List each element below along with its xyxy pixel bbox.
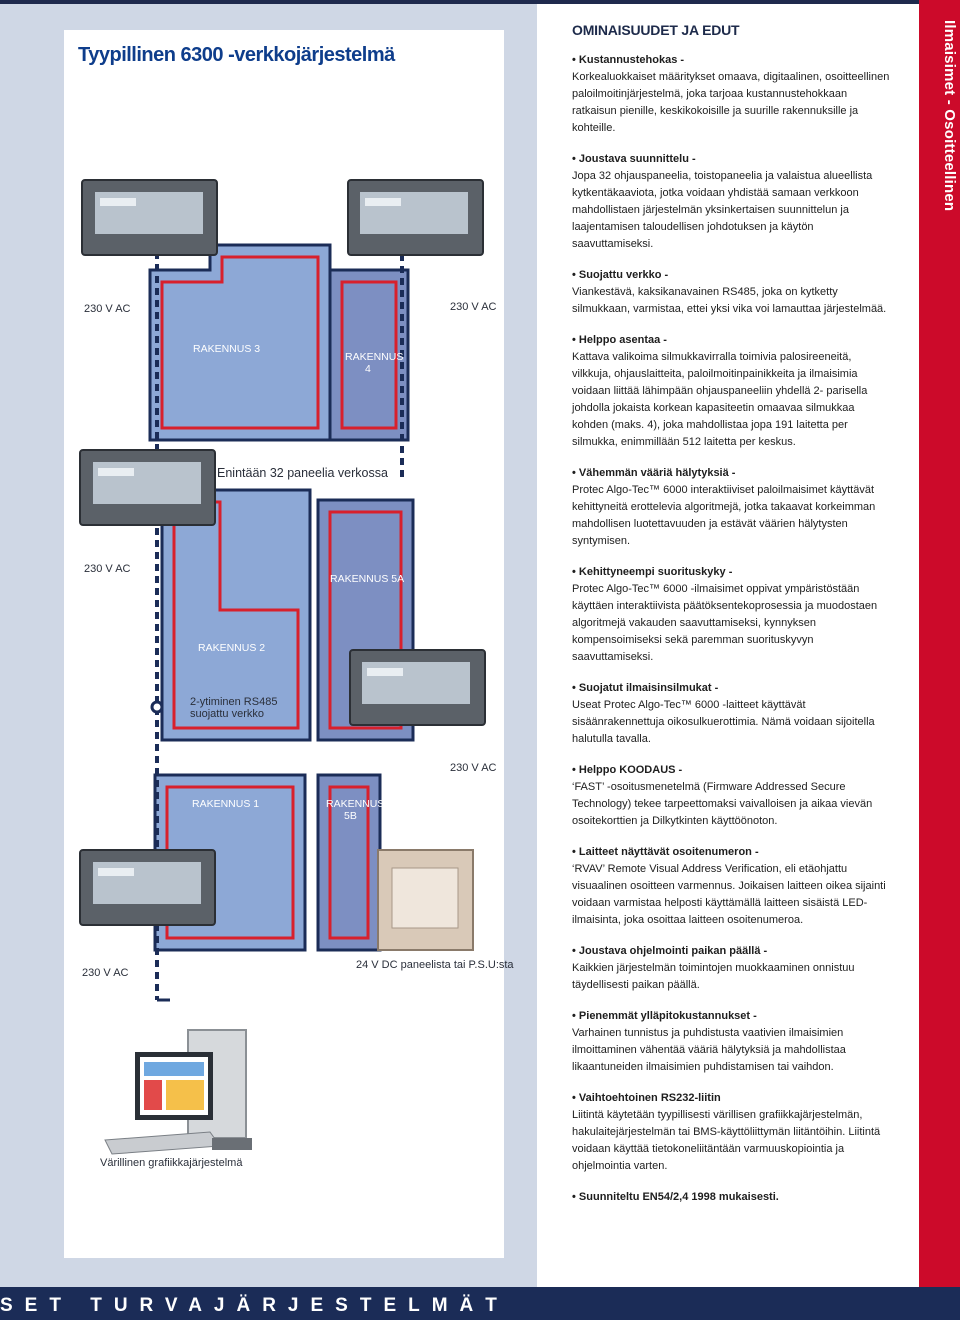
feature-body: Useat Protec Algo-Tec™ 6000 -laitteet käyttävät sisäänrakennettuja oikosulkuerottimia. Nämä voidaan sijoitella halutulla tavalla. [572, 699, 875, 745]
feature-title: • Suojattu verkko - [572, 267, 892, 284]
feature-title: • Vähemmän vääriä hälytyksiä - [572, 465, 892, 482]
feature-body: Jopa 32 ohjauspaneelia, toistopaneelia ja valaistua alueellista kytkentäkaaviota, jotka voidaan yhdistää samaan verkkoon mahdollistaen järjestelmän yksinkertaisen suunnittelun ja laajentamisen taloudellisen johdotuksen ja käytön saavuttamiseksi. [572, 170, 873, 250]
label-building-5b-line2: 5B [344, 810, 357, 822]
feature-item [572, 267, 892, 318]
power-label-2: 230 V AC [450, 301, 497, 313]
power-supply-unit [378, 850, 473, 950]
label-building-2: RAKENNUS 2 [198, 642, 266, 654]
feature-title: • Joustava ohjelmointi paikan päällä - [572, 943, 892, 960]
feature-title: • Vaihtoehtoinen RS232-liitin [572, 1090, 892, 1107]
feature-item [572, 151, 892, 253]
label-building-3: RAKENNUS 3 [193, 343, 261, 355]
feature-item [572, 332, 892, 451]
feature-title: • Pienemmät ylläpitokustannukset - [572, 1008, 892, 1025]
feature-body: ‘FAST’ -osoitusmenetelmä (Firmware Addressed Secure Technology) tekee tarpeettomaksi vaivalloisen ja aikaa vievän osoitekorttien ja Dilkytkinten käyttöönoton. [572, 781, 873, 827]
feature-title: • Helppo KOODAUS - [572, 762, 892, 779]
feature-item [572, 465, 892, 550]
feature-item [572, 1189, 892, 1206]
power-label-5: 230 V AC [82, 967, 129, 979]
footer-text: SET TURVAJÄRJESTELMÄT [0, 1295, 509, 1316]
feature-item [572, 943, 892, 994]
feature-body: Kattava valikoima silmukkavirralla toimivia palosireeneitä, vilkkuja, ohjauslaitteita, paloilmoitinpainikkeita ja ilmaisimia voidaan liittää lähimpään ohjauspaneeliin yhdellä 2- parisella johdolla jokaista korkean kapasiteetin omaavaa silmukkaa kohden (maks. 4), joka mahdollistaa jopa 191 laitetta per silmukka, enimmillään 512 laitetta per keskus. [572, 351, 868, 448]
page-title: Tyypillinen 6300 -verkkojärjestelmä [78, 44, 395, 66]
control-panel-5 [80, 850, 215, 925]
network-node [152, 702, 162, 712]
graphics-system-label: Värillinen grafiikkajärjestelmä [100, 1157, 243, 1169]
control-panel-3 [80, 450, 215, 525]
feature-item [572, 1090, 892, 1175]
feature-body: Korkealuokkaiset määritykset omaava, digitaalinen, osoitteellinen paloilmoitinjärjestelmä, joka tarjoaa kustannustehokkaan ratkaisun pienille, keskikokoisille ja suurille rakennuksille ja kohteille. [572, 71, 890, 134]
label-building-1: RAKENNUS 1 [192, 798, 260, 810]
dc-power-label: 24 V DC paneelista tai P.S.U:sta [356, 959, 514, 971]
network-label-line1: 2-ytiminen RS485 [190, 696, 278, 708]
feature-item [572, 564, 892, 666]
power-label-1: 230 V AC [84, 303, 131, 315]
side-label: Ilmaisimet - Osoitteellinen [941, 20, 958, 212]
control-panel-4 [350, 650, 485, 725]
network-label-line2: suojattu verkko [190, 708, 264, 720]
feature-title: • Laitteet näyttävät osoitenumeron - [572, 844, 892, 861]
control-panel-1 [82, 180, 217, 255]
feature-body: Protec Algo-Tec™ 6000 interaktiiviset paloilmaisimet käyttävät kehittyneitä erottelevia algoritmejä, jotka takaavat korkeimman mahdollisen luotettavuuden ja estävät väärien hälytysten syntymisen. [572, 484, 876, 547]
feature-body: Viankestävä, kaksikanavainen RS485, joka on kytketty silmukkaan, varmistaa, ettei yksi vika voi lamauttaa järjestelmää. [572, 286, 887, 315]
feature-body: ‘RVAV’ Remote Visual Address Verification, eli etäohjattu visuaalinen osoitteen varmennus. Joikaisen laitteen oikea sijainti voidaan varmistaa helposti käyttämällä laitteen sisäistä LED-ilmaisinta, joka osoittaa laitteen osoitenumeroa. [572, 863, 886, 926]
label-building-5b-line1: RAKENNUS [326, 798, 385, 810]
feature-title: • Kustannustehokas - [572, 52, 892, 69]
graphics-computer [105, 1030, 252, 1154]
feature-body: Kaikkien järjestelmän toimintojen muokkaaminen onnistuu täydellisesti paikan päällä. [572, 962, 855, 991]
label-building-4-line2: 4 [365, 363, 371, 375]
power-label-3: 230 V AC [84, 563, 131, 575]
feature-title: • Suojatut ilmaisinsilmukat - [572, 680, 892, 697]
features-column [572, 22, 892, 1220]
feature-title: • Suunniteltu EN54/2,4 1998 mukaisesti. [572, 1189, 892, 1206]
features-heading: OMINAISUUDET JA EDUT [572, 22, 740, 38]
feature-body: Liitintä käytetään tyypillisesti värillisen grafiikkajärjestelmän, hakulaitejärjestelmän tai BMS-käyttöliittymän liitäntöihin. Liitintä voidaan käyttää tietokoneliitäntään varmuuskopiointia ja ohjelmointia varten. [572, 1109, 881, 1172]
max-panels-label: Enintään 32 paneelia verkossa [217, 466, 388, 480]
feature-title: • Helppo asentaa - [572, 332, 892, 349]
feature-item [572, 844, 892, 929]
label-building-5a: RAKENNUS 5A [330, 573, 405, 585]
feature-item [572, 680, 892, 748]
power-label-4: 230 V AC [450, 762, 497, 774]
feature-item [572, 52, 892, 137]
feature-body: Protec Algo-Tec™ 6000 -ilmaisimet oppivat ympäristöstään käyttäen interaktiivista päätöksentekoprosessia ja muodostaen algoritmejä vakauden saavuttamiseksi, kynnyksen kompensoimiseksi sekä paremman suorituskyvyn saavuttamiseksi. [572, 583, 878, 663]
feature-item [572, 1008, 892, 1076]
feature-body: Varhainen tunnistus ja puhdistusta vaativien ilmaisimien ilmoittaminen vähentää vääriä hälytyksiä ja mahdollistaa likaantuneiden ilmaisimien puhdistamisen tai vaihdon. [572, 1027, 846, 1073]
feature-title: • Joustava suunnittelu - [572, 151, 892, 168]
feature-title: • Kehittyneempi suorituskyky - [572, 564, 892, 581]
feature-item [572, 762, 892, 830]
control-panel-2 [348, 180, 483, 255]
label-building-4-line1: RAKENNUS [345, 351, 404, 363]
